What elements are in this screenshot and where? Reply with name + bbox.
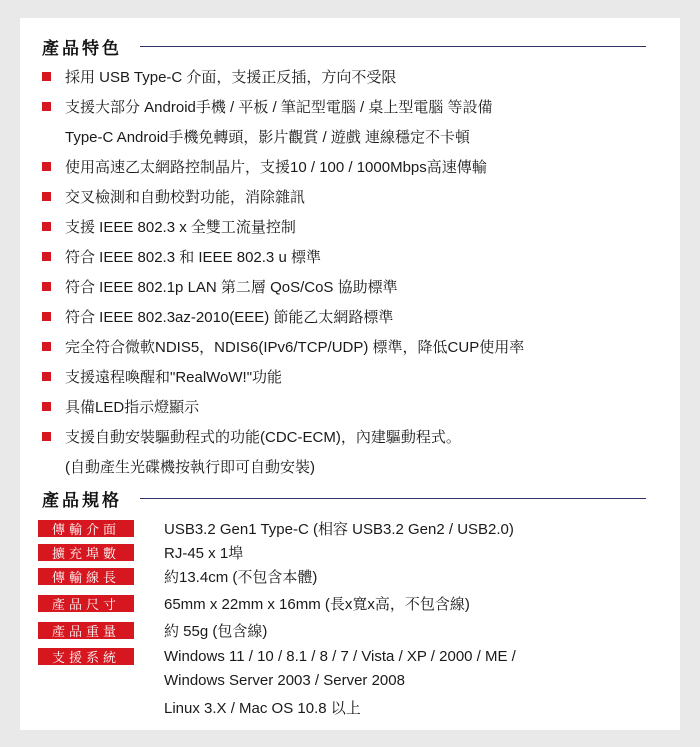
spec-row-os [38, 644, 516, 668]
feature-text: 交叉檢測和自動校對功能，消除雜訊 [65, 188, 306, 206]
specs-divider [140, 498, 646, 499]
bullet-icon [42, 222, 51, 231]
spec-label: 支援系統 [38, 648, 134, 665]
spec-label: 傳輸線長 [38, 568, 134, 585]
feature-text: 符合 IEEE 802.1p LAN 第二層 QoS/CoS 協助標準 [65, 278, 398, 296]
feature-text: 完全符合微軟NDIS5，NDIS6(IPv6/TCP/UDP) 標準，降低CUP使用率 [65, 338, 525, 356]
feature-item-continuation [42, 451, 315, 481]
bullet-icon [42, 72, 51, 81]
spec-value: 約 55g (包含線) [164, 622, 268, 640]
feature-text: (自動產生光碟機按執行即可自動安裝) [65, 458, 315, 476]
features-header [42, 34, 122, 59]
spec-value: 約13.4cm (不包含本體) [164, 568, 318, 586]
spec-label: 傳輸介面 [38, 520, 134, 537]
feature-item [42, 331, 524, 361]
spec-value: 65mm x 22mm x 16mm (長x寬x高，不包含線) [164, 595, 470, 613]
bullet-icon [42, 372, 51, 381]
features-divider [140, 46, 646, 47]
feature-item [42, 91, 493, 121]
spec-value: USB3.2 Gen1 Type-C (相容 USB3.2 Gen2 / USB2.0) [164, 520, 514, 538]
feature-item [42, 181, 305, 211]
specs-title: 產品規格 [42, 491, 122, 510]
feature-text: 支援 IEEE 802.3 x 全雙工流量控制 [65, 218, 296, 236]
feature-item [42, 301, 393, 331]
bullet-icon [42, 252, 51, 261]
spec-row-ports [38, 540, 243, 564]
spec-label: 產品重量 [38, 622, 134, 639]
feature-item [42, 151, 487, 181]
spec-row-weight [38, 618, 267, 642]
feature-item [42, 241, 321, 271]
bullet-icon [42, 432, 51, 441]
feature-item [42, 271, 398, 301]
spec-os-continuation [164, 666, 405, 694]
feature-item [42, 211, 296, 241]
feature-text: 具備LED指示燈顯示 [65, 398, 200, 416]
feature-text: 符合 IEEE 802.3az-2010(EEE) 節能乙太網路標準 [65, 308, 394, 326]
bullet-icon [42, 162, 51, 171]
spec-value: Linux 3.X / Mac OS 10.8 以上 [164, 699, 361, 717]
bullet-icon [42, 342, 51, 351]
bullet-icon [42, 102, 51, 111]
feature-text: 使用高速乙太網路控制晶片，支援10 / 100 / 1000Mbps高速傳輸 [65, 158, 487, 176]
spec-label: 擴充埠數 [38, 544, 134, 561]
spec-os-continuation [164, 693, 361, 721]
feature-text: Type-C Android手機免轉頭，影片觀賞 / 遊戲 連線穩定不卡頓 [65, 128, 471, 146]
product-info-card [20, 18, 680, 730]
features-title: 產品特色 [42, 39, 122, 58]
feature-item [42, 421, 461, 451]
bullet-icon [42, 312, 51, 321]
spec-value: Windows Server 2003 / Server 2008 [164, 671, 405, 689]
spec-label: 產品尺寸 [38, 595, 134, 612]
bullet-icon [42, 192, 51, 201]
feature-text: 支援大部分 Android手機 / 平板 / 筆記型電腦 / 桌上型電腦 等設備 [65, 98, 493, 116]
spec-row-interface [38, 516, 514, 540]
spec-row-dimensions [38, 591, 470, 615]
specs-header [42, 486, 122, 511]
bullet-icon [42, 402, 51, 411]
spec-value: Windows 11 / 10 / 8.1 / 8 / 7 / Vista / XP / 2000 / ME / [164, 647, 516, 665]
spec-row-cable-length [38, 564, 317, 588]
bullet-icon [42, 282, 51, 291]
feature-item [42, 391, 199, 421]
spec-value: RJ-45 x 1埠 [164, 544, 244, 562]
feature-text: 支援遠程喚醒和"RealWoW!"功能 [65, 368, 283, 386]
feature-text: 支援自動安裝驅動程式的功能(CDC-ECM)，內建驅動程式。 [65, 428, 461, 446]
feature-item [42, 361, 282, 391]
feature-text: 符合 IEEE 802.3 和 IEEE 802.3 u 標準 [65, 248, 321, 266]
feature-text: 採用 USB Type-C 介面，支援正反插，方向不受限 [65, 68, 397, 86]
feature-item-continuation [42, 121, 470, 151]
feature-item [42, 61, 396, 91]
